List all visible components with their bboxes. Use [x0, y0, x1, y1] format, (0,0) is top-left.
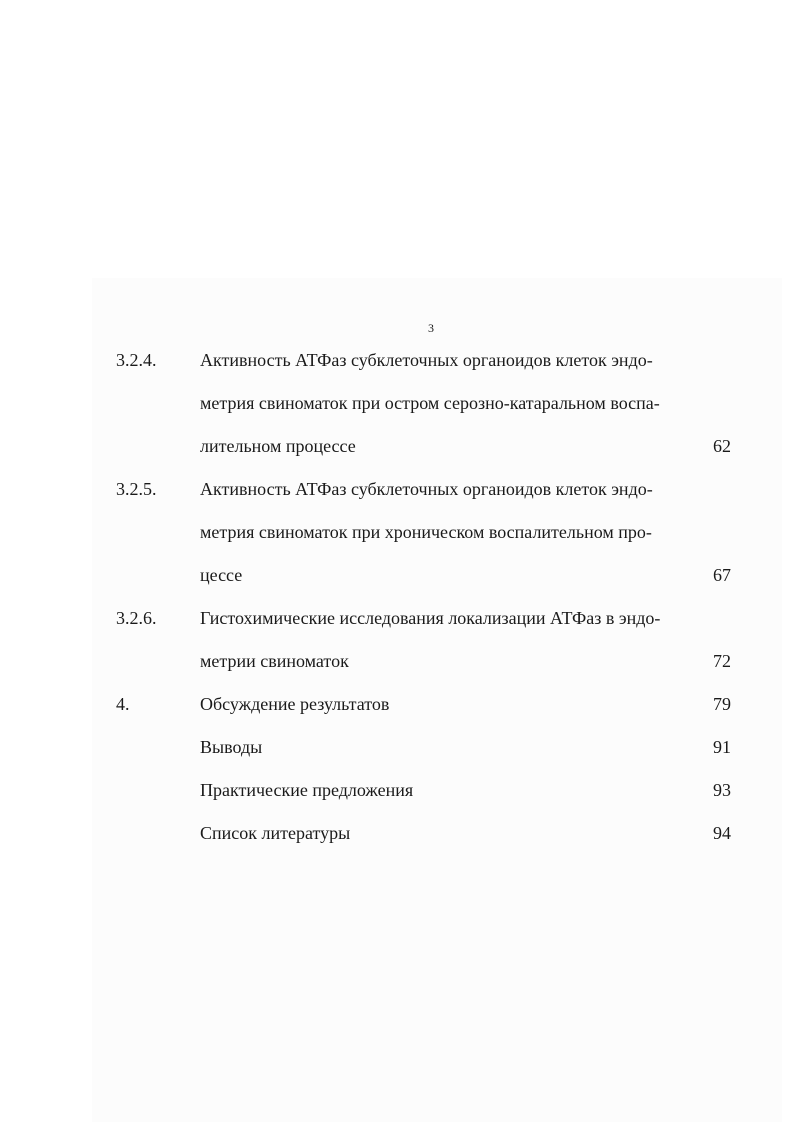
toc-entry-text-line: Практические предложения — [200, 780, 414, 800]
toc-entry-text-line: Гистохимические исследования локализации АТФаз в эндо- — [200, 608, 661, 628]
toc-entry-number: 3.2.6. — [116, 608, 157, 628]
toc-entry-page: 62 — [713, 436, 731, 456]
toc-entry-page: 94 — [713, 823, 731, 843]
toc-entry-page: 67 — [713, 565, 731, 585]
toc-entry-page: 93 — [713, 780, 731, 800]
toc-entry-page: 72 — [713, 651, 731, 671]
toc-entry-text-line: метрия свиноматок при остром серозно-катаральном воспа- — [200, 393, 660, 413]
toc-entry-text-line: Обсуждение результатов — [200, 694, 390, 714]
toc-entry-text-line: лительном процессе — [200, 436, 356, 456]
toc-entry-number: 3.2.4. — [116, 350, 157, 370]
toc-entry-number: 3.2.5. — [116, 479, 157, 499]
toc-entry-page: 79 — [713, 694, 731, 714]
toc-entry-text-line: Список литературы — [200, 823, 351, 843]
toc-entry-text-line: Выводы — [200, 737, 263, 757]
toc-entry-text-line: метрия свиноматок при хроническом воспалительном про- — [200, 522, 652, 542]
page-number: 3 — [428, 321, 434, 335]
toc-entry-page: 91 — [713, 737, 731, 757]
toc-entry-text-line: цессе — [200, 565, 243, 585]
toc-entry-text-line: Активность АТФаз субклеточных органоидов клеток эндо- — [200, 479, 653, 499]
toc-entry-number: 4. — [116, 694, 130, 714]
toc-entry-text-line: Активность АТФаз субклеточных органоидов клеток эндо- — [200, 350, 653, 370]
toc-entry-text-line: метрии свиноматок — [200, 651, 349, 671]
